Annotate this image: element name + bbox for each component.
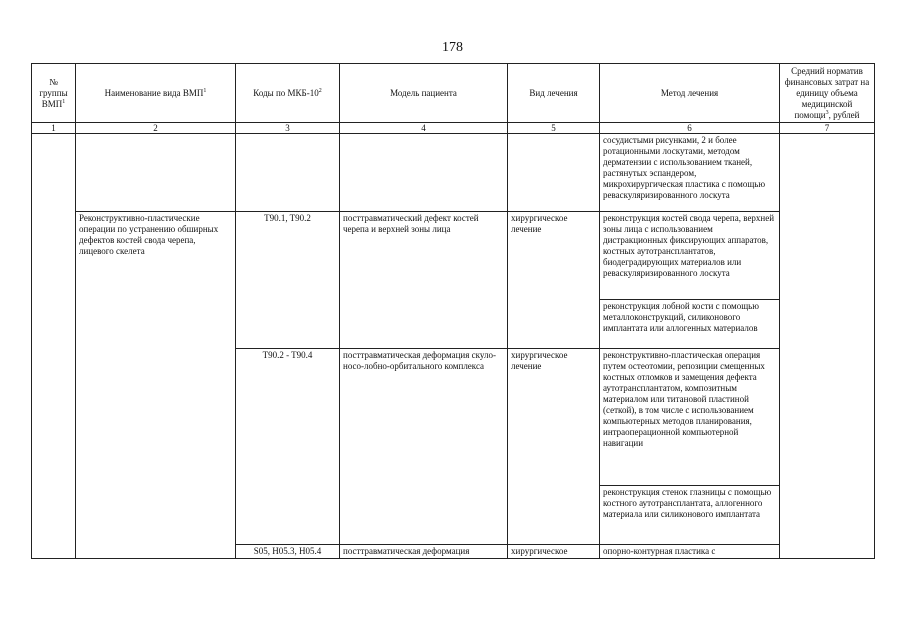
table-row (32, 212, 875, 300)
cell-empty (340, 134, 508, 212)
cell-empty (508, 134, 600, 212)
row-codes: T90.2 - T90.4 (236, 349, 340, 545)
row-treatment: хирургическое лечение (508, 212, 600, 349)
column-number: 5 (508, 123, 600, 134)
row-model: посттравматическая деформация (340, 545, 508, 559)
column-number: 3 (236, 123, 340, 134)
column-number: 4 (340, 123, 508, 134)
cell-cost-empty (780, 134, 875, 559)
row-model: посттравматический дефект костей черепа и верхней зоны лица (340, 212, 508, 349)
column-number: 1 (32, 123, 76, 134)
header-treatment-type: Вид лечения (508, 64, 600, 123)
row-method: реконструкция стенок глазницы с помощью костного аутотрансплантата, аллогенного материала или силиконового имплантата (600, 486, 780, 545)
row-method: реконструкция лобной кости с помощью металлоконструкций, силиконового имплантата или аллогенных материалов (600, 300, 780, 349)
column-number: 6 (600, 123, 780, 134)
row-codes: T90.1, T90.2 (236, 212, 340, 349)
section-vmp-name: Реконструктивно-пластические операции по устранению обширных дефектов костей свода черепа, лицевого скелета (76, 212, 236, 559)
row-method: опорно-контурная пластика с (600, 545, 780, 559)
cell-empty (76, 134, 236, 212)
header-patient-model: Модель пациента (340, 64, 508, 123)
header-group-no: № группы ВМП$^1$ (32, 64, 76, 123)
column-number: 7 (780, 123, 875, 134)
cell-group-no-empty (32, 212, 76, 559)
header-cost-norm: Средний норматив финансовых затрат на единицу объема медицинской помощи$^3$, рублей (780, 64, 875, 123)
row-treatment: хирургическое лечение (508, 349, 600, 545)
continuation-row (32, 134, 875, 212)
row-method: реконструктивно-пластическая операция путем остеотомии, репозиции смещенных костных отломков и замещения дефекта аутотрансплантатом, композитным материалом или титановой пластиной (сеткой), в том числе с использованием компьютерных методов планирования, интраоперационной компьютерной навигации (600, 349, 780, 486)
header-icd-codes: Коды по МКБ-$10^2$ (236, 64, 340, 123)
continuation-method: сосудистыми рисунками, 2 и более ротационными лоскутами, методом дерматензии с использованием тканей, растянутых эспандером, микрохирургическая пластика с помощью реваскуляризированного лоскута (600, 134, 780, 212)
column-number-row (32, 123, 875, 134)
header-vmp-name: Наименование вида ВМП$^1$ (76, 64, 236, 123)
vmp-table (31, 63, 875, 559)
row-treatment: хирургическое (508, 545, 600, 559)
cell-empty (32, 134, 76, 212)
cell-empty (236, 134, 340, 212)
header-treatment-method: Метод лечения (600, 64, 780, 123)
row-model: посттравматическая деформация скуло-носо-лобно-орбитального комплекса (340, 349, 508, 545)
row-codes: S05, H05.3, H05.4 (236, 545, 340, 559)
column-number: 2 (76, 123, 236, 134)
page-number: 178 (442, 40, 463, 55)
row-method: реконструкция костей свода черепа, верхней зоны лица с использованием дистракционных фиксирующих аппаратов, костных аутотрансплантатов, биодеградирующих материалов или реваскуляризированного лоскута (600, 212, 780, 300)
header-row (32, 64, 875, 123)
